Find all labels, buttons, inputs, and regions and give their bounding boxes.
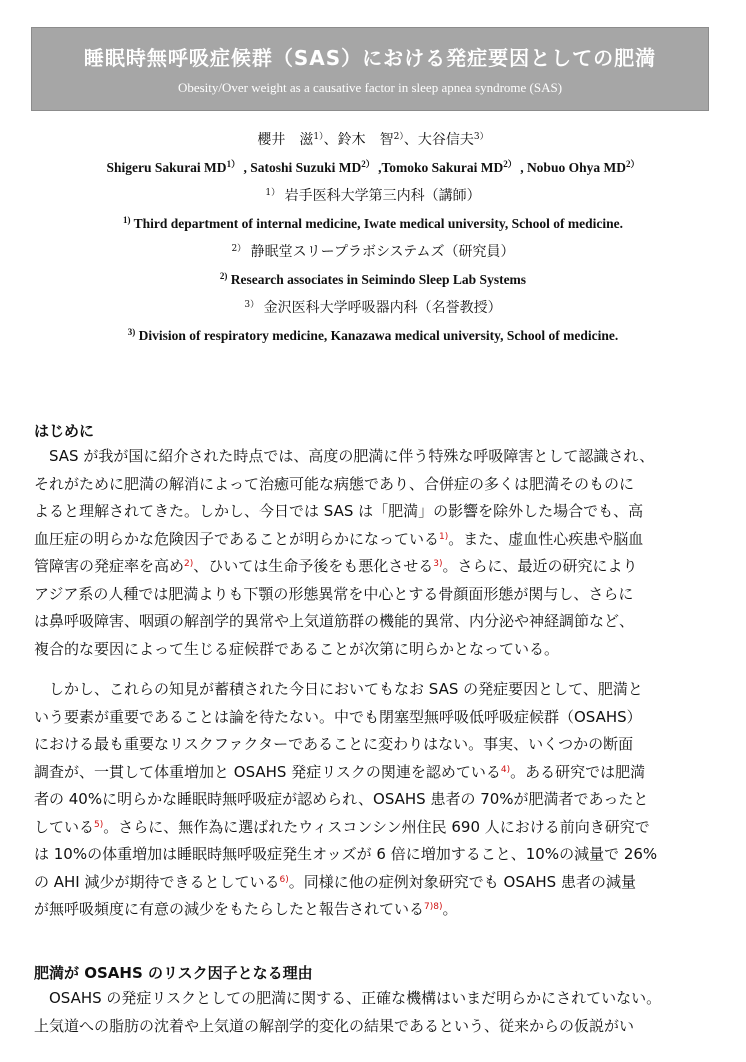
text-run: しかし、これらの知見が蓄積された今日においてもなお SAS の発症要因として、肥満と (34, 680, 643, 698)
text-run: 血圧症の明らかな危険因子であることが明らかになっている (34, 529, 440, 548)
text-run: 。さらに、最近の研究により (442, 557, 638, 575)
affiliation-mark: 2） (393, 132, 404, 142)
affiliation-text: Research associates in Seimindo Sleep Lab Systems (230, 272, 527, 287)
author-name: 、鈴木 智 (323, 132, 394, 148)
affiliation-text: Division of respiratory medicine, Kanazawa medical university, School of medicine. (138, 328, 619, 343)
text-run: 複合的な要因によって生じる症候群であることが次第に明らかとなっている。 (34, 639, 560, 658)
affiliation-mark: 3） (473, 132, 489, 142)
author-name: 、大谷信夫 (403, 132, 474, 148)
text-run: 。同様に他の症例対象研究でも OSAHS 患者の減量 (288, 872, 636, 891)
text-line (34, 636, 712, 664)
authors-jp (0, 126, 746, 154)
affiliation-1-jp (0, 182, 746, 210)
author-name: Shigeru Sakurai MD (106, 160, 227, 175)
text-line (34, 581, 712, 609)
paper-subtitle-en: Obesity/Over weight as a causative factor in sleep apnea syndrome (SAS) (177, 80, 563, 95)
citation-mark: 3) (433, 559, 443, 569)
text-run: における最も重要なリスクファクターであることに変わりはない。事実、いくつかの断面 (34, 735, 634, 753)
affiliation-text: Third department of internal medicine, Iwate medical university, School of medicine. (133, 216, 623, 231)
author-name: 櫻井 滋 (257, 132, 314, 148)
text-line (34, 1013, 712, 1041)
affiliation-mark: 2） (361, 159, 375, 169)
text-run: SAS が我が国に紹介された時点では、高度の肥満に伴う特殊な呼吸障害として認識され、 (34, 447, 655, 465)
affiliation-text: 金沢医科大学呼吸器内科（名誉教授） (263, 300, 502, 316)
citation-mark: 2) (184, 559, 194, 569)
citation-mark: 4) (500, 764, 511, 775)
affiliation-mark: 3) (127, 327, 136, 337)
text-run: 調査が、一貫して体重増加と OSAHS 発症リスクの関連を認めている (34, 762, 501, 781)
text-run: 上気道への脂肪の沈着や上気道の解剖学的変化の結果であるという、従来からの仮説がい (34, 1016, 635, 1035)
text-line (34, 731, 712, 759)
text-run: の AHI 減少が期待できるとしている (34, 872, 280, 891)
text-run: 者の 40%に明らかな睡眠時無呼吸症が認められ、OSAHS 患者の 70%が肥満者であったと (34, 790, 649, 808)
affiliation-mark: 1） (226, 159, 241, 169)
paragraph (34, 985, 712, 1040)
affiliation-text: 静眠堂スリープラボシステムズ（研究員） (250, 244, 515, 260)
text-run: 、ひいては生命予後をも悪化させる (193, 557, 434, 575)
citation-mark: 7)8) (424, 902, 443, 912)
affiliation-mark: 2） (503, 159, 517, 169)
text-line (34, 814, 712, 842)
text-run: している (34, 817, 95, 836)
affiliation-text: 岩手医科大学第三内科（講師） (284, 188, 481, 204)
text-line (34, 498, 712, 526)
text-line (34, 443, 712, 471)
affiliation-mark: 1） (265, 188, 281, 198)
text-line (34, 841, 712, 869)
affiliation-3-en (0, 322, 746, 350)
text-line (34, 985, 712, 1013)
affiliation-2-en (0, 266, 746, 294)
text-line (34, 896, 712, 924)
author-name: ,Tomoko Sakurai MD (374, 160, 504, 175)
author-name: , Satoshi Suzuki MD (240, 160, 362, 175)
text-line (34, 869, 712, 897)
author-name: , Nobuo Ohya MD (516, 160, 626, 175)
text-line (34, 676, 712, 704)
affiliation-2-jp (0, 238, 746, 266)
affiliation-mark: 1) (123, 215, 131, 225)
authors-en (0, 154, 746, 182)
text-run: 。さらに、無作為に選ばれたウィスコンシン州住民 690 人における前向き研究で (103, 817, 650, 836)
text-line (34, 786, 712, 814)
affiliation-mark: 2） (231, 244, 247, 254)
affiliation-mark: 3） (244, 300, 260, 310)
text-run: は鼻呼吸障害、咽頭の解剖学的異常や上気道筋群の機能的異常、内分泌や神経調節など、 (34, 612, 635, 630)
text-run: いう要素が重要であることは論を待たない。中でも閉塞型無呼吸低呼吸症候群（OSAHS） (34, 707, 642, 726)
section-heading-obesity-risk: 肥満が OSAHS のリスク因子となる理由 (34, 964, 313, 982)
text-line (34, 608, 712, 636)
text-run: が無呼吸頻度に有意の減少をもたらしたと報告されている (34, 900, 425, 918)
citation-mark: 1) (439, 531, 449, 542)
text-run: それがために肥満の解消によって治癒可能な病態であり、合併症の多くは肥満そのものに (34, 474, 635, 493)
citation-mark: 5) (94, 819, 104, 830)
citation-mark: 6) (279, 874, 289, 885)
affiliation-mark: 2) (219, 271, 228, 281)
text-run: 管障害の発症率を高め (34, 557, 185, 575)
text-run: アジア系の人種では肥満よりも下顎の形態異常を中心とする骨顔面形態が関与し、さらに (34, 584, 634, 603)
affiliation-mark: 2） (625, 159, 640, 169)
text-line (34, 471, 712, 499)
text-line (34, 704, 712, 732)
text-run: OSAHS の発症リスクとしての肥満に関する、正確な機構はいまだ明らかにされていない。 (34, 989, 662, 1007)
paragraph (34, 443, 712, 663)
affiliation-3-jp (0, 294, 746, 322)
text-line (34, 759, 712, 787)
affiliation-mark: 1） (313, 132, 324, 142)
paper-title: 睡眠時無呼吸症候群（SAS）における発症要因としての肥満 (83, 46, 657, 70)
section-heading-introduction: はじめに (34, 422, 95, 440)
text-run: 。ある研究では肥満 (510, 762, 646, 781)
text-line (34, 526, 712, 554)
title-banner (31, 27, 709, 111)
affiliation-1-en (0, 210, 746, 238)
text-run: は 10%の体重増加は睡眠時無呼吸症発生オッズが 6 倍に増加すること、10%の減量で 26% (34, 845, 658, 863)
text-run: よると理解されてきた。しかし、今日では SAS は「肥満」の影響を除外した場合でも、高 (34, 502, 644, 520)
text-run: 。 (442, 900, 458, 918)
author-block (0, 126, 746, 350)
paragraph (34, 676, 712, 924)
text-line (34, 553, 712, 581)
text-run: 。また、虚血性心疾患や脳血 (448, 529, 644, 548)
